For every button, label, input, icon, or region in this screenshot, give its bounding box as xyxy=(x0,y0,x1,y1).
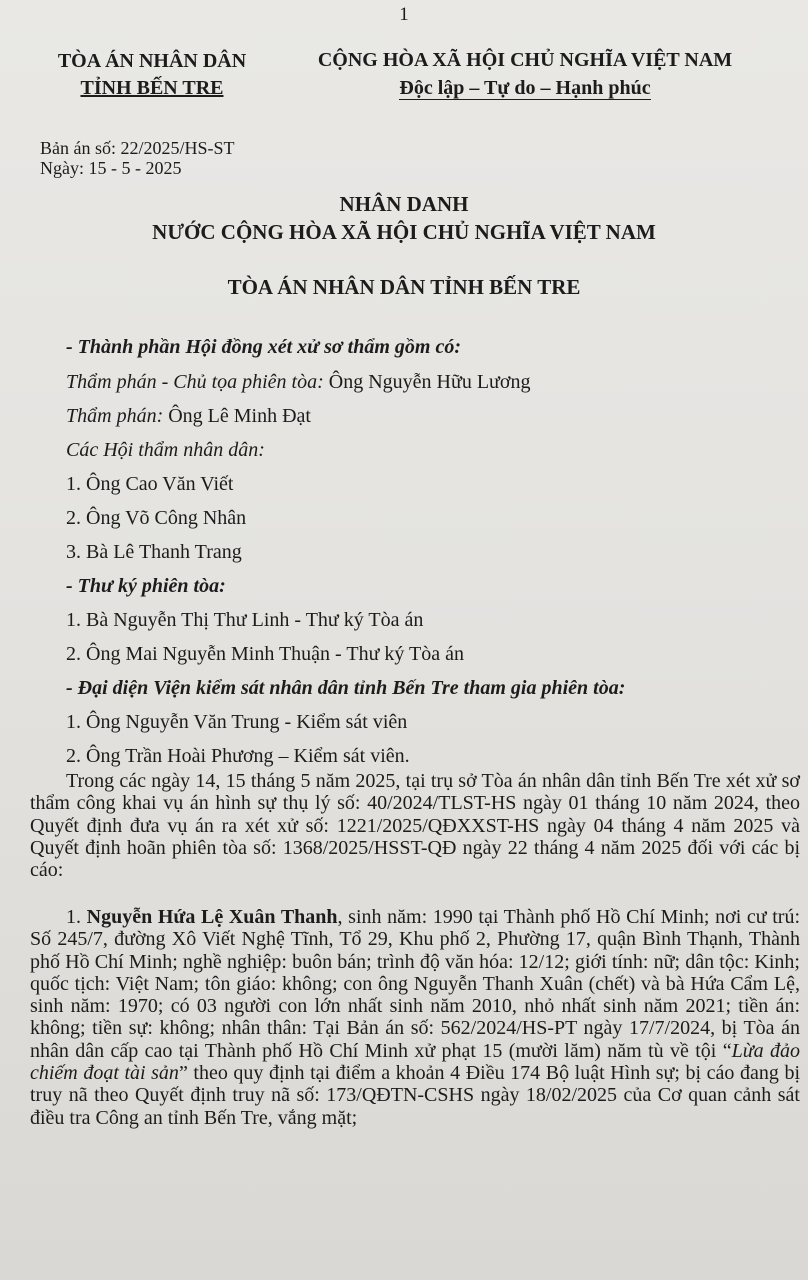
juror-item: 2. Ông Võ Công Nhân xyxy=(66,507,247,529)
crime-name: Lừa đảo chiếm đoạt tài sản xyxy=(30,1039,801,1085)
procuracy-title: - Đại diện Viện kiểm sát nhân dân tỉnh Bến Tre tham gia phiên tòa: xyxy=(66,677,626,699)
court-header xyxy=(52,48,252,102)
verdict-date: Ngày: 15 - 5 - 2025 xyxy=(40,158,182,178)
judge-label: Thẩm phán: xyxy=(66,405,164,427)
juror-item: 3. Bà Lê Thanh Trang xyxy=(66,541,242,563)
juror-item: 1. Ông Cao Văn Viết xyxy=(66,473,234,495)
heading-nation: NƯỚC CỘNG HÒA XÃ HỘI CHỦ NGHĨA VIỆT NAM xyxy=(152,220,656,244)
defendant-details-cont: ” theo quy định tại điểm a khoản 4 Điều 174 Bộ luật Hình sự; bị cáo đang bị truy nã theo Quyết định truy nã số: 173/QĐTN-CSHS ngày 18/02/2025 của Cơ quan cảnh sát điều tra Công an tỉnh Bến Tre, vắng mặt; xyxy=(30,1062,800,1129)
presiding-judge xyxy=(66,371,530,394)
court-name-line2: TỈNH BẾN TRE xyxy=(80,77,224,99)
panel-title: - Thành phần Hội đồng xét xử sơ thẩm gồm có: xyxy=(66,336,461,358)
national-header xyxy=(300,46,750,102)
clerks-title: - Thư ký phiên tòa: xyxy=(66,575,226,597)
judge-name: Ông Lê Minh Đạt xyxy=(163,405,311,427)
prosecutor-item: 2. Ông Trần Hoài Phương – Kiểm sát viên. xyxy=(66,745,410,767)
nation-name: CỘNG HÒA XÃ HỘI CHỦ NGHĨA VIỆT NAM xyxy=(317,49,733,71)
heading-court: TÒA ÁN NHÂN DÂN TỈNH BẾN TRE xyxy=(227,275,581,299)
defendant-name: Nguyễn Hứa Lệ Xuân Thanh xyxy=(86,906,338,928)
page-number: 1 xyxy=(399,4,409,25)
defendant-details: , sinh năm: 1990 tại Thành phố Hồ Chí Minh; nơi cư trú: Số 245/7, đường Xô Viết Nghệ Tĩnh, Tổ 29, Khu phố 2, Phường 17, quận Bình Thạnh, Thành phố Hồ Chí Minh; nghề nghiệp: buôn bán; trình độ văn hóa: 12/12; giới tính: nữ; dân tộc: Kinh; quốc tịch: Việt Nam; tôn giáo: không; con ông Nguyễn Thanh Xuân (chết) và bà Hứa Cẩm Lệ, sinh năm: 1970; có 03 người con lớn nhất sinh năm 2010, nhỏ nhất sinh năm 2021; tiền án: không; tiền sự: không; nhân thân: Tại Bản án số: 562/2024/HS-PT ngày 17/7/2024, bị Tòa án nhân dân cấp cao tại Thành phố Hồ Chí Minh xử phạt 15 (mười lăm) năm tù về tội “ xyxy=(30,906,801,1062)
court-name-line1: TÒA ÁN NHÂN DÂN xyxy=(57,50,247,72)
prosecutor-item: 1. Ông Nguyễn Văn Trung - Kiểm sát viên xyxy=(66,711,408,733)
defendant-paragraph xyxy=(30,906,800,1129)
presiding-judge-name: Ông Nguyễn Hữu Lương xyxy=(323,371,531,393)
presiding-judge-label: Thẩm phán - Chủ tọa phiên tòa: xyxy=(66,371,324,393)
defendant-index: 1. xyxy=(66,906,87,928)
heading-in-the-name: NHÂN DANH xyxy=(339,192,469,216)
clerk-item: 1. Bà Nguyễn Thị Thư Linh - Thư ký Tòa án xyxy=(66,609,424,631)
verdict-number: Bản án số: 22/2025/HS-ST xyxy=(40,138,235,158)
nation-motto: Độc lập – Tự do – Hạnh phúc xyxy=(399,77,651,99)
jurors-label: Các Hội thẩm nhân dân: xyxy=(66,439,265,461)
clerk-item: 2. Ông Mai Nguyễn Minh Thuận - Thư ký Tòa án xyxy=(66,643,465,665)
trial-intro-paragraph: Trong các ngày 14, 15 tháng 5 năm 2025, tại trụ sở Tòa án nhân dân tỉnh Bến Tre xét xử sơ thẩm công khai vụ án hình sự thụ lý số: 40/2024/TLST-HS ngày 01 tháng 10 năm 2024, theo Quyết định đưa vụ án ra xét xử số: 1221/2025/QĐXXST-HS ngày 04 tháng 4 năm 2025 và Quyết định hoãn phiên tòa số: 1368/2025/HSST-QĐ ngày 22 tháng 4 năm 2025 đối với các bị cáo: xyxy=(30,770,800,882)
judge xyxy=(66,405,311,428)
